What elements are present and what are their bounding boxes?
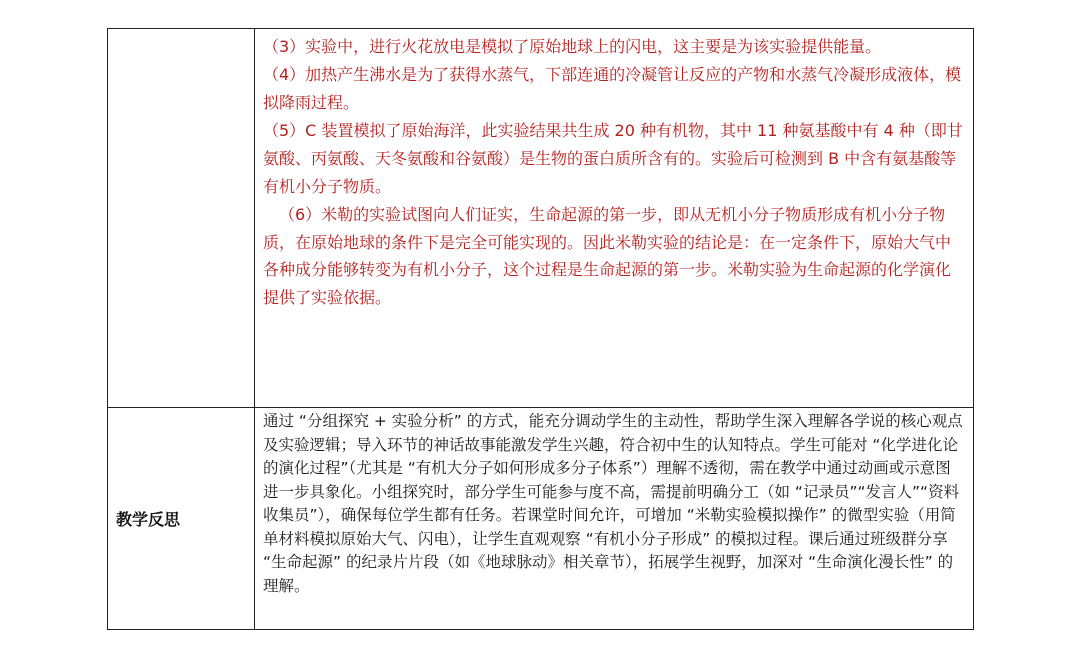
- reflection-text: 通过 “分组探究 + 实验分析” 的方式，能充分调动学生的主动性，帮助学生深入理解各学说的核心观点及实验逻辑；导入环节的神话故事能激发学生兴趣，符合初中生的认知特点。学生可能对 “化学进化论的演化过程”（尤其是 “有机大分子如何形成多分子体系”）理解不透彻，需在教学中通过动画或示意图进一步具象化。小组探究时，部分学生可能参与度不高，需提前明确分工（如 “记录员”“发言人”“资料收集员”），确保每位学生都有任务。若课堂时间允许，可增加 “米勒实验模拟操作” 的微型实验（用简单材料模拟原始大气、闪电），让学生直观观察 “有机小分子形成” 的模拟过程。课后通过班级群分享 “生命起源” 的纪录片片段（如《地球脉动》相关章节），拓展学生视野，加深对 “生命演化漫长性” 的理解。: [263, 412, 963, 595]
- paragraph-6: （6）米勒的实验试图向人们证实，生命起源的第一步，即从无机小分子物质形成有机小分子物质，在原始地球的条件下是完全可能实现的。因此米勒实验的结论是：在一定条件下，原始大气中各种成分能够转变为有机小分子，这个过程是生命起源的第一步。米勒实验为生命起源的化学演化提供了实验依据。: [263, 205, 952, 307]
- table-row: [108, 29, 974, 408]
- paragraph-4: （4）加热产生沸水是为了获得水蒸气，下部连通的冷凝管让反应的产物和水蒸气冷凝形成液体，模拟降雨过程。: [263, 65, 962, 112]
- row-label-text: 教学反思: [116, 510, 181, 529]
- paragraph-3: （3）实验中，进行火花放电是模拟了原始地球上的闪电，这主要是为该实验提供能量。: [263, 37, 882, 56]
- paragraph-5: （5）C 装置模拟了原始海洋，此实验结果共生成 20 种有机物，其中 11 种氨基酸中有 4 种（即甘氨酸、丙氨酸、天冬氨酸和谷氨酸）是生物的蛋白质所含有的。实验后可检测到 B 中含有氨基酸等有机小分子物质。: [263, 121, 963, 196]
- table-row: [108, 408, 974, 630]
- lesson-table: [107, 28, 974, 630]
- row-label-reflection: [108, 408, 255, 630]
- reflection-cell: [255, 408, 974, 630]
- experiment-notes-cell: [255, 29, 974, 408]
- row-label-empty: [108, 29, 255, 408]
